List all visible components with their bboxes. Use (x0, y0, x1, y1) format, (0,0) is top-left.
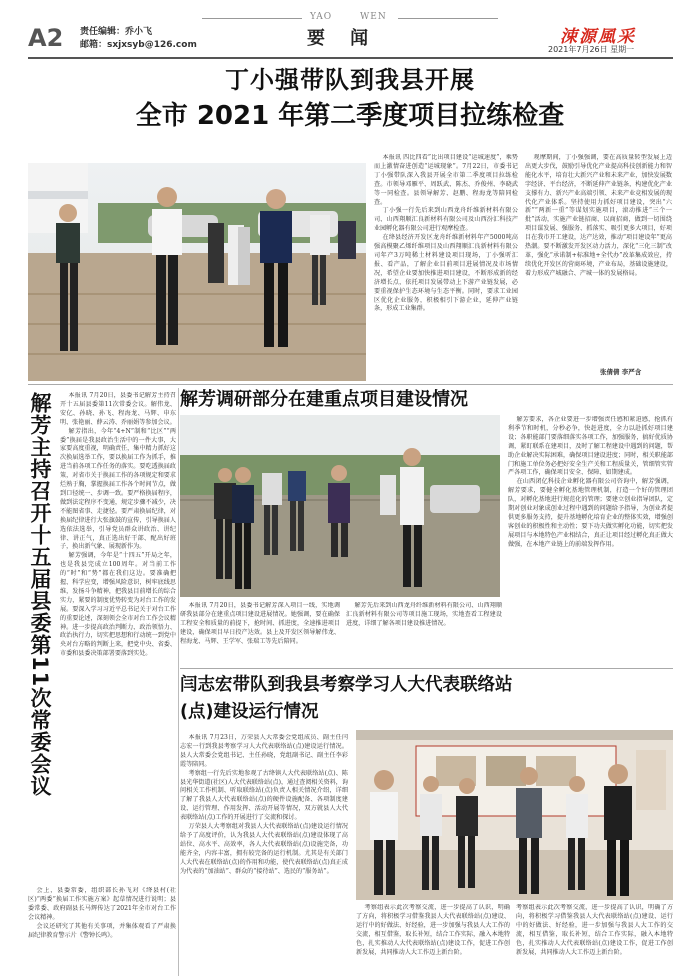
story2-photo (180, 415, 500, 597)
left-vertical-title (28, 392, 52, 922)
header-divider (28, 57, 673, 59)
lead-body-col1 (374, 154, 518, 380)
page-label: A2 (28, 24, 64, 52)
story2-para-1: 本报讯 7月20日，县委书记解芳深入项目一线，实地调研我县部分在建重点项目建设进展情况。她强调，要在确保工程安全和质量的前提下，抢时间、抓进度，全速推进项目建设，确保项目早日投产达效。县上及开发区领导解伟龙、程海龙、马辉、王学军、张瑞工等先后陪同。 (180, 602, 340, 645)
story3-para-1: 本报讯 7月23日，万荣县人大常委会党组成员、副主任闫志宏一行到我县考察学习人大代表联络站(点)建设运行情况。县人大常委会党组书记、主任孙晓，党组副书记、副主任李彩霞等陪同。 (180, 734, 348, 768)
left-para-1: 本报讯 7月20日，县委书记解芳主持召开十五届县委第11次常委会议。解伟龙、安亿、孙晓、孙飞、程海龙、马辉、申东明、张艳丽、薛云涛、乔丽娟等参加会议。 (60, 392, 176, 426)
story2-body-right (508, 416, 673, 664)
section-divider-2 (180, 668, 673, 669)
lead-para-2: 丁小强一行先后来到山西龙舟纤维新材料有限公司、山西翔顺汇良新材料有限公司及山西汾汇科技产业园孵化器有限公司进行观摩检查。 (374, 207, 518, 233)
left-vertical-title-text: 解芳主持召开十五届县委第11次常委会议 (28, 392, 52, 798)
story3-para-3: 万荣县人大考察组对我县人大代表联络站(点)建设运行情况给予了高度评价，认为我县人大代表联络站(点)建设体现了高站位、高水平、高效率，各人大代表联络站(点)设施完备，功能齐全，内容丰富，拥有较完备的运行机制。尤其是有关部门人大代表在联络站(点)的作用和功能，使代表联络站(点)真正成为代表的“加油站”、群众的“接待站”、选民的“服务站”。 (180, 823, 348, 875)
left-para-4: 会上，县委常委，组织部长孙飞对《绛县村(社区)“两委”换届工作实施方案》起草情况进行说明；县委常委、政府副县长马辉传达了2021年全市对台工作会议精神。 (28, 887, 176, 921)
left-column-body-top (60, 392, 176, 887)
lead-para-4: 观摩期间，丁小强强调，要在高质量转型发展上迈出更大步伐，鼓励引导优化产业提高科技创新能力和智能化水平，培育壮大新兴产业和未来产业，加快发展数字经济、平台经济，不断延伸产业链条，构建优化产业支撑有力、新兴产业高端引领、未来产业竞相发展的现代化产业体系。坚持使用力抓好项目建设，突出“六新”“两新一重”等谋划实施项目，滚动推进“三个一批”活动，实施产业链招商、以商招商，做到一切围绕项目谋发展、强服务、抓落实、吸引更多大项目，好项目在我市开工建设，达产达效，推动“项目建设年”更高热潮。要不断激发开发区动力活力，深化“三化三制”改革，强化“承诺制+标准地+全代办”改革集成效应，持续优化开发区的营商环境，产业布局，基础设施建设，着力形成产城融合、产城一体的发展格局。 (525, 154, 672, 277)
pinyin-right: WEN (360, 12, 387, 22)
story3-body-col2 (356, 904, 510, 976)
story3-body-col3 (516, 904, 673, 976)
section-title: 要 闻 (307, 28, 369, 49)
left-para-3: 解芳强调，今年是“十四五”开局之年，也是我县完成立100周年。对当前工作的“时”和“势”都在我们这边。要准确把握、科学应变，增强风险意识，树牢底线思维，发扬斗争精神，把我县目前增长的综合实力，紧要的制度优势转变为对台工作的发展。要深入学习习近平总书记关于对台工作的重要论述，深刻领会全市对台工作会议精神。进一步提高政治判断力、政治领悟力、政治执行力，切实把思想和行动统一到党中央对台方略的判断上来，把党中央、省委、市委和县委决策部署要落到实处。 (60, 552, 176, 658)
lead-para-3: 在绛县经济开发区龙舟纤维新材料年产5000吨高强高模聚乙烯纤维项目及山西翔顺汇良新材料有限公司年产3万吨稀土材料建设项目现场，丁小强听汇报、看产品，了解企业目前项目进展情况及市场情况，希望企业要加快推进项目建设，不断形成新的经济增长点，依托项目发展带动上下游产业链发展，必要重视保护生态环境与生态平衡。同时，要求工业园区优化企业服务，积极相引下游企业，延伸产业链条，形成工业集群。 (374, 234, 518, 313)
left-para-5: 会议还研究了其他有关事项，并集体观看了严肃换届纪律教育警示片《警钟长鸣》。 (28, 922, 176, 939)
story2-headline: 解芳调研部分在建重点项目建设情况 (180, 389, 468, 410)
email-label: 邮箱：sxjxsyb@126.com (80, 40, 197, 50)
lead-headline-line2: 全市 2021 年第二季度项目拉练检查 (135, 101, 565, 131)
story2-body-col1 (180, 602, 340, 662)
pinyin-left: YAO (310, 12, 333, 22)
issue-date: 2021年7月26日 星期一 (548, 45, 635, 54)
story3-para-2: 考察组一行先后实地参观了古绛镇人大代表联络站(点)、陈县光华街道(社区)人大代表联络站(点)，通过查阅相关资料，询问相关工作机制、听取联络站(点)负责人相关情况介绍，详细了解了我县人大代表联络站(点)的硬件设施配备、各项制度建设、运行管理、作用发挥、活动开展等情况，双方就县人大代表联络站(点)工作的开展进行了交流和探讨。 (180, 769, 348, 822)
lead-headline (0, 62, 700, 134)
story2-para-right-1: 解芳要求，各企业要进一步增强责任感和紧迫感，抢抓有利季节和时机，分秒必争，快赶进度，全力以赴抓好项目建设；各职能部门要落细落实各项工作，加强服务，搞好优质协调，紧盯联系在建项目，及时了解工程建设中遇到的问题，帮助企业解决实际困难，确保项目建设进度；同时，相关职能部门和施工单位务必把好安全生产关和工程质量关，管细管实管严各项工作，确保项目安全、保障、如期建成。 (508, 416, 673, 477)
story3-para-4: 考察组表示此次考察交流，进一步提高了认识，明确了方向，将积极学习借鉴我县人大代表联络站(点)建设、运行中的好做法、好经验，进一步加强与我县人大工作的交流，相互借鉴，取长补短，结合工作实际，融入本地特色，扎实推动人大代表联络站(点)建设工作，促进工作创新发展，共同推动人大工作迈上新台阶。 (356, 904, 510, 956)
editor-label: 责任编辑：乔小飞 (80, 27, 153, 37)
story2-para-2: 解芳先后来到山西龙舟纤维新材料有限公司、山西翔顺汇良新材料有限公司等项目施工现场，实地查看工程建设进度，详细了解各项目建设推进情况。 (346, 602, 502, 627)
header-rule-left (202, 18, 302, 19)
left-column-body-bottom (28, 887, 176, 975)
story3-headline-line2: (点)建设运行情况 (180, 702, 319, 722)
story2-body-col2 (346, 602, 502, 662)
lead-para-1: 本报讯 四比四看”比出项目建设“运城速度”，乘势而上激情奋进创造“运城现象”。7月22日，市委书记丁小强带队深入我县开展全市第二季度项目拉练检查。市领导邓雁平、周跃武、陈杰、乔俊州、李晓武等一同检查。县领导解芳、赵鹏、程海龙等陪同检查。 (374, 154, 518, 206)
story3-body-col1 (180, 734, 348, 976)
lead-body-col2 (525, 154, 672, 366)
story3-para-5: 考察组表示此次考察交流，进一步提高了认识，明确了方向，将积极学习借鉴我县人大代表联络站(点)建设、运行中的好做法、好经验，进一步加强与我县人大工作的交流，相互借鉴，取长补短，结合工作实际，融入本地特色，扎实推动人大代表联络站(点)建设工作，促进工作创新发展，共同推动人大工作迈上新台阶。 (516, 904, 673, 956)
lead-headline-line1: 丁小强带队到我县开展 (225, 66, 475, 94)
story3-photo (356, 730, 673, 900)
section-divider-1 (28, 384, 673, 385)
lead-photo (28, 163, 366, 381)
lead-byline: 张倩倩 李严含 (600, 368, 642, 376)
story3-headline (180, 672, 672, 726)
column-divider (178, 388, 179, 976)
paper-name: 涑源風采 (560, 27, 636, 47)
left-para-2: 解芳指出，今年“4+N”制和“比区”“两委”换届是我县政治生活中的一件大事，大家要高度重视，明确责任，集中精力抓好这次换届选举工作，要以换届工作为抓手，推进当前各项工作任务的落实。要吃透换届政策，对省市关于换届工作的各项规定和要求烂熟于胸，掌握换届工作各个时间节点，做到口径统一、步调一致。要严格换届程序，做到法定程序不变通，规定步骤不减少，决不能图省事、走捷径。要严肃换届纪律，对换届纪律进行大张旗鼓的宣传，引导换届人选依法选举，引导党员群众讲政治、讲纪律、讲正气，真正选出好干部、配出好班子，换出新气象、展现新作为。 (60, 427, 176, 551)
header-rule-right (398, 18, 498, 19)
story2-para-right-2: 在山西闭亿科技企业孵化器有限公司咨询中，解芳强调，解芳要求，要健全孵化基地管理机制，打造一个好的管理团队，对孵化基地进行规范化的管理；要建立创业指导团队，定期对创业对象成创业过程中遇到的问题给予指导，为创业者提供更多服务支持，提升基地孵化培育企业的整体实效，增强创客创业的积极性和主动性；要下功夫做实孵化功能，切实把发展项目与本地特色产业相结合，真正让项目经过孵化真正做大做强，在本地产业链上的前端发挥作用。 (508, 478, 673, 548)
page-header (0, 0, 700, 62)
story3-headline-line1: 闫志宏带队到我县考察学习人大代表联络站 (180, 675, 513, 695)
